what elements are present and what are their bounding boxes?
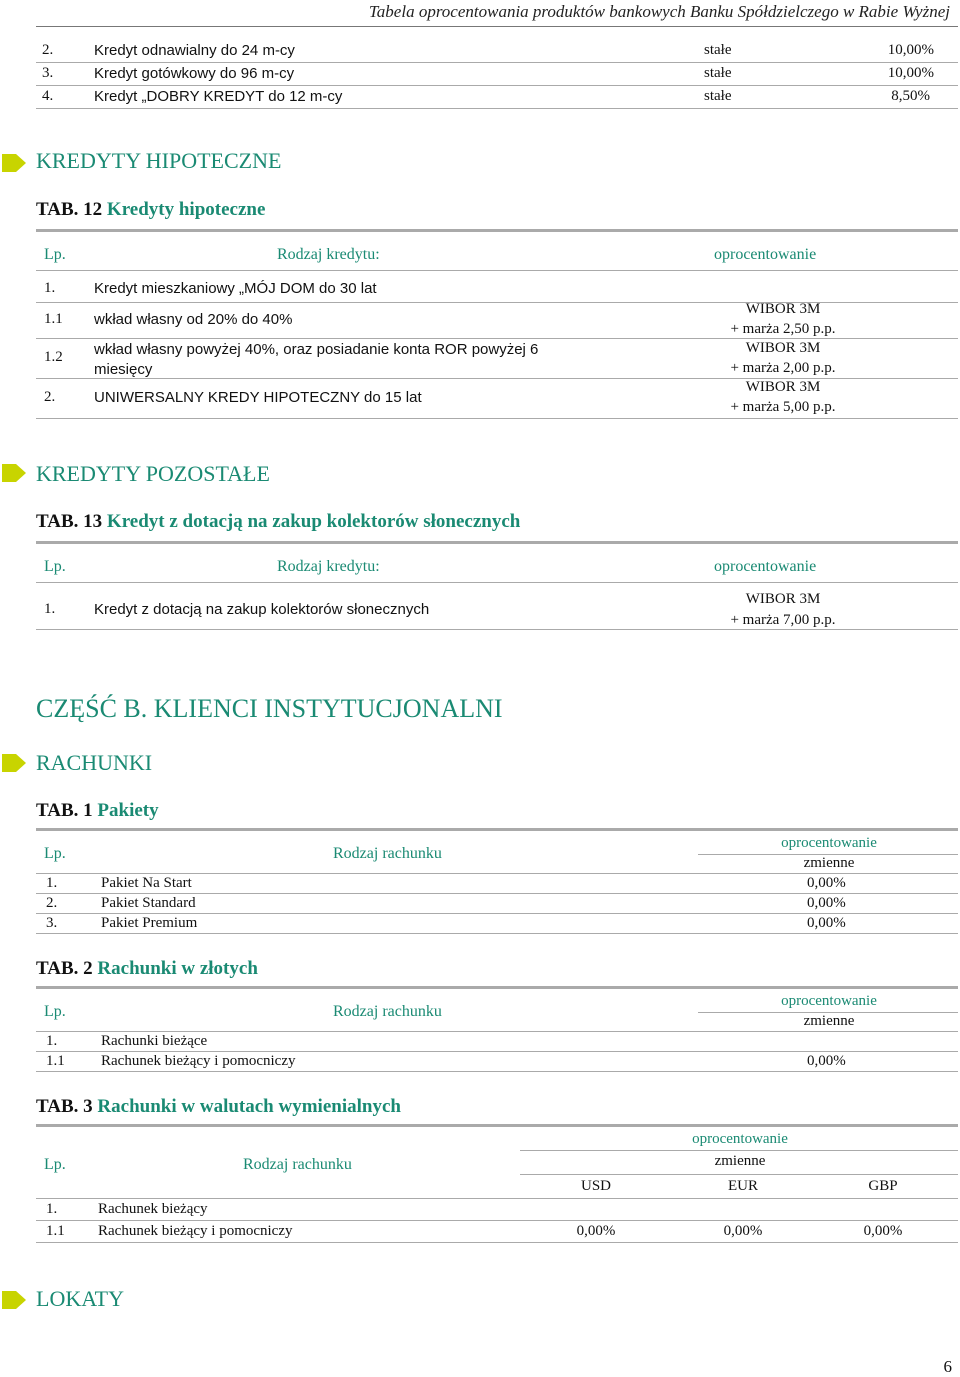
col-header-name: Rodzaj rachunku <box>243 1156 352 1173</box>
col-header-name: Rodzaj rachunku <box>333 1003 442 1020</box>
top-table <box>36 40 958 109</box>
row-lp: 1.1 <box>46 1223 65 1239</box>
row-rate-base: WIBOR 3M <box>745 340 821 356</box>
arrow-bullet-icon <box>2 752 26 774</box>
row-lp: 2. <box>42 42 54 58</box>
row-name: Pakiet Premium <box>101 915 198 931</box>
table-title-12 <box>36 199 265 221</box>
row-rate-base: WIBOR 3M <box>745 301 821 317</box>
row-lp: 3. <box>42 65 54 81</box>
header-rule <box>36 26 958 27</box>
row-lp: 1. <box>46 1201 58 1217</box>
col-header-lp: Lp. <box>44 558 66 575</box>
part-b-title: CZĘŚĆ B. KLIENCI INSTYTUCJONALNI <box>36 694 503 723</box>
row-rate: 0,00% <box>807 915 846 931</box>
row-lp: 3. <box>46 915 58 931</box>
row-name: Rachunki bieżące <box>101 1033 208 1049</box>
row-rate: 0,00% <box>807 895 846 911</box>
page-number: 6 <box>943 1357 952 1376</box>
row-name: Rachunek bieżący <box>98 1201 208 1217</box>
row-rate: 10,00% <box>887 42 934 58</box>
page-header-title: Tabela oprocentowania produktów bankowych Banku Spółdzielczego w Rabie Wyżnej <box>368 2 950 21</box>
table-caption: Rachunki w walutach wymienialnych <box>97 1096 401 1117</box>
row-lp: 2. <box>44 389 56 405</box>
col-header-lp: Lp. <box>44 246 66 263</box>
row-name: Rachunek bieżący i pomocniczy <box>98 1223 293 1239</box>
table-caption: Kredyt z dotacją na zakup kolektorów słonecznych <box>106 511 521 532</box>
table-title-13 <box>36 511 520 533</box>
row-name: Kredyt mieszkaniowy „MÓJ DOM do 30 lat <box>94 280 377 297</box>
table-caption: Kredyty hipoteczne <box>106 199 266 220</box>
table-title-1 <box>36 800 159 822</box>
col-header-lp: Lp. <box>44 845 66 862</box>
col-header-rate: oprocentowanie <box>714 558 817 575</box>
row-lp: 2. <box>46 895 58 911</box>
row-name: Kredyt „DOBRY KREDYT do 12 m-cy <box>94 88 343 105</box>
row-rate-eur: 0,00% <box>723 1223 763 1239</box>
section-title-hipoteczne: KREDYTY HIPOTECZNE <box>36 148 282 173</box>
row-rate: 10,00% <box>887 65 934 81</box>
row-rate: 0,00% <box>807 1053 846 1069</box>
table-title-2 <box>36 958 258 980</box>
row-lp: 1. <box>44 280 56 296</box>
row-name: UNIWERSALNY KREDY HIPOTECZNY do 15 lat <box>94 389 422 406</box>
row-rate-margin: + marża 7,00 p.p. <box>730 612 836 628</box>
table-title-3 <box>36 1096 401 1118</box>
col-header-lp: Lp. <box>44 1156 66 1173</box>
row-lp: 1.1 <box>44 311 63 327</box>
currency-gbp: GBP <box>868 1178 898 1194</box>
col-header-rate-sub: zmienne <box>803 1013 855 1029</box>
row-name: Kredyt gotówkowy do 96 m-cy <box>94 65 295 82</box>
col-header-rate: oprocentowanie <box>781 993 877 1009</box>
row-name: Pakiet Na Start <box>101 875 192 891</box>
section-title-rachunki: RACHUNKI <box>36 750 153 775</box>
row-name: Pakiet Standard <box>101 895 196 911</box>
col-header-rate: oprocentowanie <box>714 246 817 263</box>
col-header-rate: oprocentowanie <box>692 1131 788 1147</box>
row-lp: 1.2 <box>44 349 63 365</box>
row-rate: 0,00% <box>807 875 846 891</box>
currency-usd: USD <box>580 1178 611 1194</box>
col-header-rate-sub: zmienne <box>714 1153 766 1169</box>
arrow-bullet-icon <box>2 1289 26 1311</box>
col-header-rate: oprocentowanie <box>781 835 877 851</box>
section-title-pozostale: KREDYTY POZOSTAŁE <box>36 461 270 486</box>
table-caption: Pakiety <box>97 800 159 821</box>
table-label: TAB. 12 <box>36 199 103 220</box>
row-lp: 1. <box>46 875 58 891</box>
row-lp: 1. <box>44 601 56 617</box>
table-row <box>36 40 958 62</box>
table-label: TAB. 3 <box>36 1096 93 1117</box>
row-rate-margin: + marża 5,00 p.p. <box>730 399 836 415</box>
row-type: stałe <box>704 65 732 81</box>
row-name: Kredyt odnawialny do 24 m-cy <box>94 42 295 59</box>
currency-eur: EUR <box>728 1178 758 1194</box>
arrow-bullet-icon <box>2 152 26 174</box>
row-rate: 8,50% <box>891 88 930 104</box>
table-caption: Rachunki w złotych <box>97 958 258 979</box>
table-label: TAB. 13 <box>36 511 103 532</box>
col-header-name: Rodzaj kredytu: <box>277 246 380 263</box>
table-row <box>36 63 958 85</box>
row-name: wkład własny od 20% do 40% <box>94 311 293 328</box>
row-rate-gbp: 0,00% <box>863 1223 903 1239</box>
row-rate-margin: + marża 2,00 p.p. <box>730 360 836 376</box>
row-lp: 1.1 <box>46 1053 65 1069</box>
row-name: Kredyt z dotacją na zakup kolektorów słonecznych <box>94 601 430 618</box>
row-type: stałe <box>704 88 732 104</box>
arrow-bullet-icon <box>2 462 26 484</box>
table-row <box>36 86 958 108</box>
row-name: Rachunek bieżący i pomocniczy <box>101 1053 296 1069</box>
section-title-lokaty: LOKATY <box>36 1286 124 1311</box>
row-rate-base: WIBOR 3M <box>745 379 821 395</box>
row-rate-usd: 0,00% <box>576 1223 616 1239</box>
col-header-rate-sub: zmienne <box>803 855 855 871</box>
row-lp: 4. <box>42 88 54 104</box>
table-label: TAB. 1 <box>36 800 93 821</box>
row-name: wkład własny powyżej 40%, oraz posiadanie konta ROR powyżej 6 miesięcy <box>94 341 539 378</box>
row-rate-base: WIBOR 3M <box>745 591 821 607</box>
col-header-lp: Lp. <box>44 1003 66 1020</box>
col-header-name: Rodzaj kredytu: <box>277 558 380 575</box>
table-label: TAB. 2 <box>36 958 93 979</box>
row-rate-margin: + marża 2,50 p.p. <box>730 321 836 337</box>
col-header-name: Rodzaj rachunku <box>333 845 442 862</box>
row-type: stałe <box>704 42 732 58</box>
row-lp: 1. <box>46 1033 58 1049</box>
